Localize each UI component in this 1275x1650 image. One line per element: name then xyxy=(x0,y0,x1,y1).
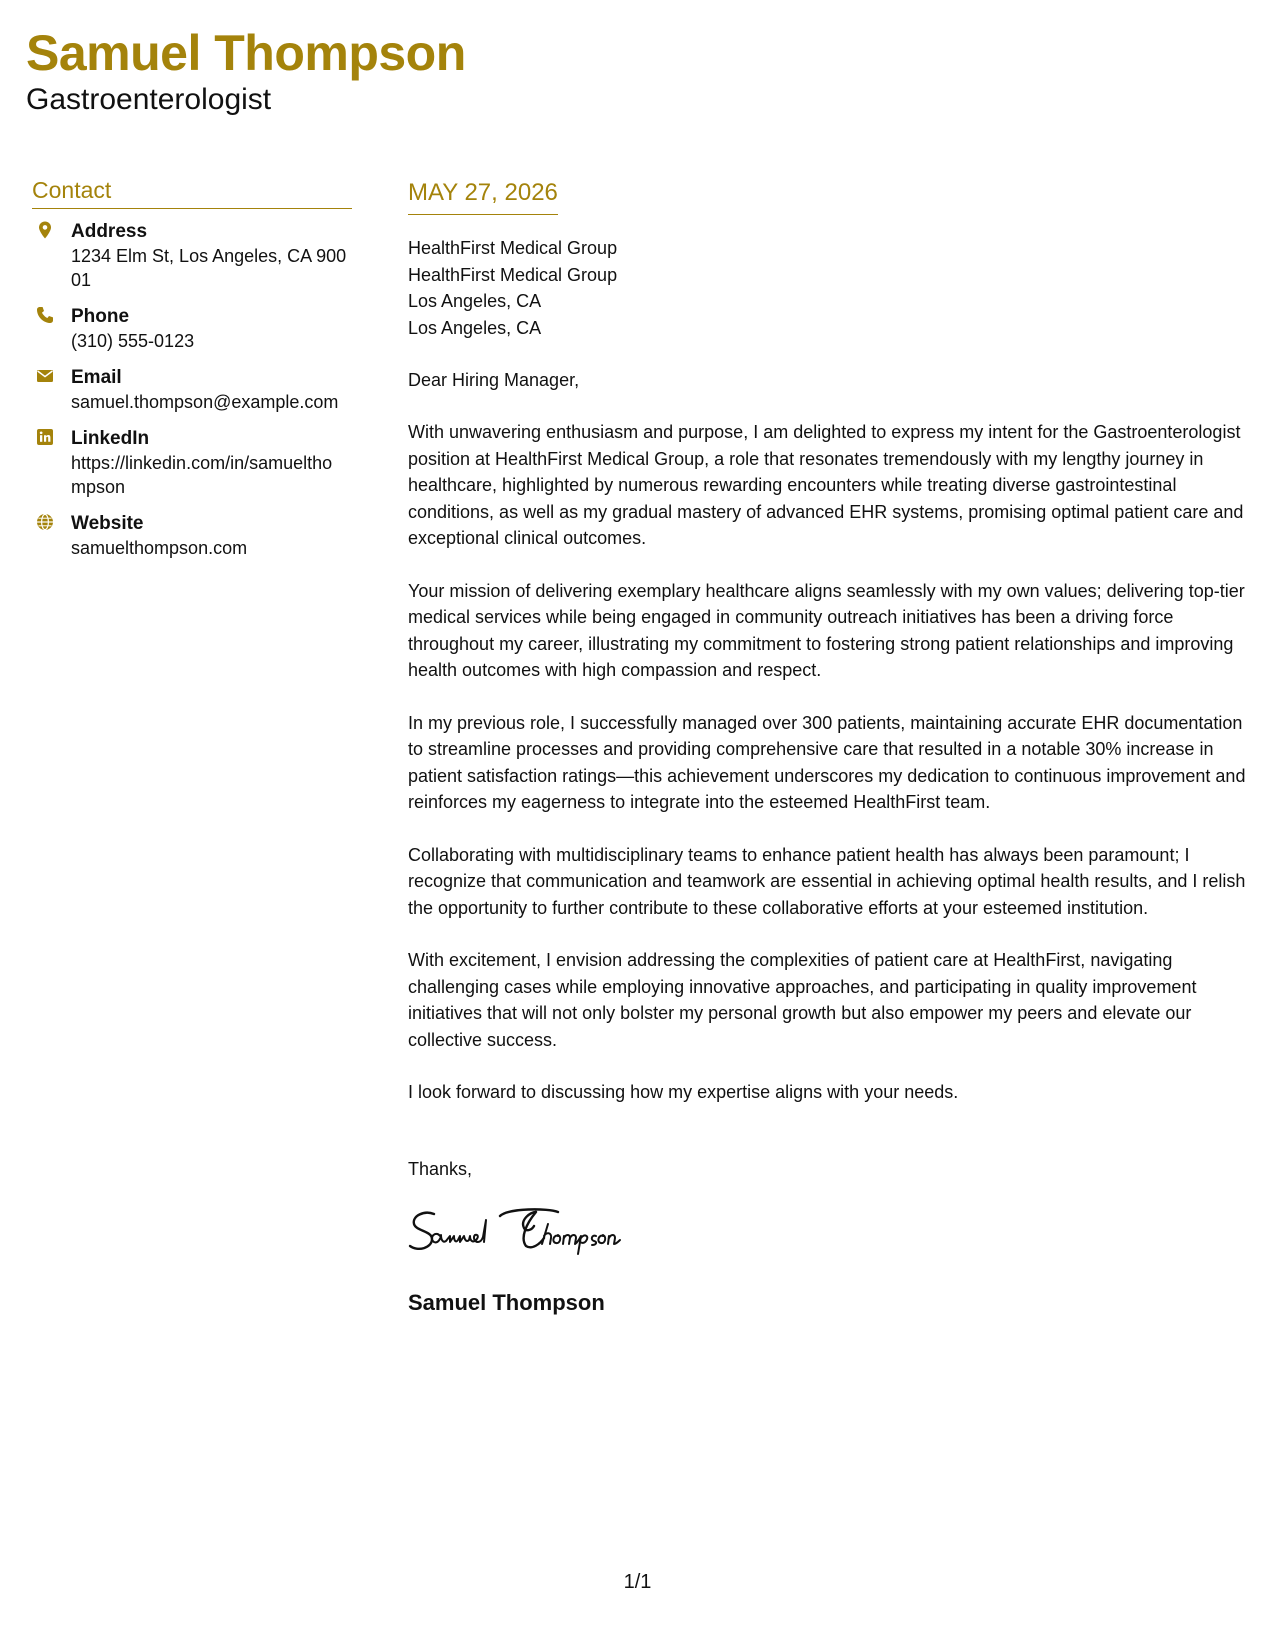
contact-item-phone xyxy=(32,304,352,353)
body-paragraph: In my previous role, I successfully managed over 300 patients, maintaining accurate EHR documentation to streamline processes and providing comprehensive care that resulted in a notable 30% increase in patient satisfaction ratings—this achievement underscores my dedication to continuous improvement and reinforces my eagerness to integrate into the esteemed HealthFirst team. xyxy=(408,712,1246,812)
contact-label: Email xyxy=(71,367,122,388)
recipient-block xyxy=(408,235,1254,341)
contact-item-website xyxy=(32,511,352,560)
signature xyxy=(408,1200,678,1262)
contact-label: Address xyxy=(71,221,148,242)
email-value: samuel.thompson@example.com xyxy=(71,392,339,412)
linkedin-value[interactable]: https://linkedin.com/in/samuelthompson xyxy=(71,453,333,497)
contact-label: Website xyxy=(71,513,144,534)
body-paragraph: Your mission of delivering exemplary healthcare aligns seamlessly with my own values; delivering top-tier medical services while being engaged in community outreach initiatives has been a driving force throughout my career, illustrating my commitment to fostering strong patient relationships and improving health outcomes with high compassion and respect. xyxy=(408,580,1245,680)
map-pin-icon xyxy=(36,221,54,239)
letter-header xyxy=(26,24,466,118)
recipient-line: Los Angeles, CA xyxy=(408,291,542,311)
recipient-line: HealthFirst Medical Group xyxy=(408,238,618,258)
contact-item-address xyxy=(32,219,352,292)
letter-body xyxy=(408,178,1254,1317)
signer-name: Samuel Thompson xyxy=(408,1289,605,1315)
applicant-name: Samuel Thompson xyxy=(26,25,466,81)
applicant-title: Gastroenterologist xyxy=(26,83,272,116)
page-number: 1/1 xyxy=(623,1571,652,1593)
letter-date: MAY 27, 2026 xyxy=(408,178,558,215)
salutation: Dear Hiring Manager, xyxy=(408,370,580,390)
body-paragraph: Collaborating with multidisciplinary teams to enhance patient health has always been paramount; I recognize that communication and teamwork are essential in achieving optimal health results, and I relish the opportunity to further contribute to these collaborative efforts at your esteemed institution. xyxy=(408,844,1246,918)
phone-icon xyxy=(36,306,54,324)
recipient-line: Los Angeles, CA xyxy=(408,317,542,338)
contact-sidebar xyxy=(32,176,352,572)
website-value[interactable]: samuelthompson.com xyxy=(71,538,248,558)
closing: Thanks, xyxy=(408,1158,473,1179)
body-paragraph: With unwavering enthusiasm and purpose, I am delighted to express my intent for the Gastroenterologist position at HealthFirst Medical Group, a role that resonates tremendously with my lengthy journey in healthcare, highlighted by numerous rewarding encounters while treating diverse gastrointestinal conditions, as well as my gradual mastery of advanced EHR systems, promising optimal patient care and exceptional clinical outcomes. xyxy=(408,422,1244,548)
contact-item-linkedin xyxy=(32,426,352,499)
globe-icon xyxy=(36,513,54,531)
recipient-line: HealthFirst Medical Group xyxy=(408,264,618,285)
contact-heading: Contact xyxy=(32,176,352,209)
address-value: 1234 Elm St, Los Angeles, CA 90001 xyxy=(71,246,347,290)
body-paragraph: With excitement, I envision addressing the complexities of patient care at HealthFirst, navigating challenging cases while employing innovative approaches, and participating in quality improvement initiatives that will not only bolster my personal growth but also empower my peers and elevate our collective success. xyxy=(408,950,1197,1050)
contact-item-email xyxy=(32,365,352,414)
contact-label: Phone xyxy=(71,306,130,327)
body-paragraph: I look forward to discussing how my expertise aligns with your needs. xyxy=(408,1082,959,1102)
envelope-icon xyxy=(36,367,54,385)
phone-value: (310) 555-0123 xyxy=(71,331,195,351)
linkedin-icon xyxy=(36,428,54,446)
contact-label: LinkedIn xyxy=(71,428,150,449)
